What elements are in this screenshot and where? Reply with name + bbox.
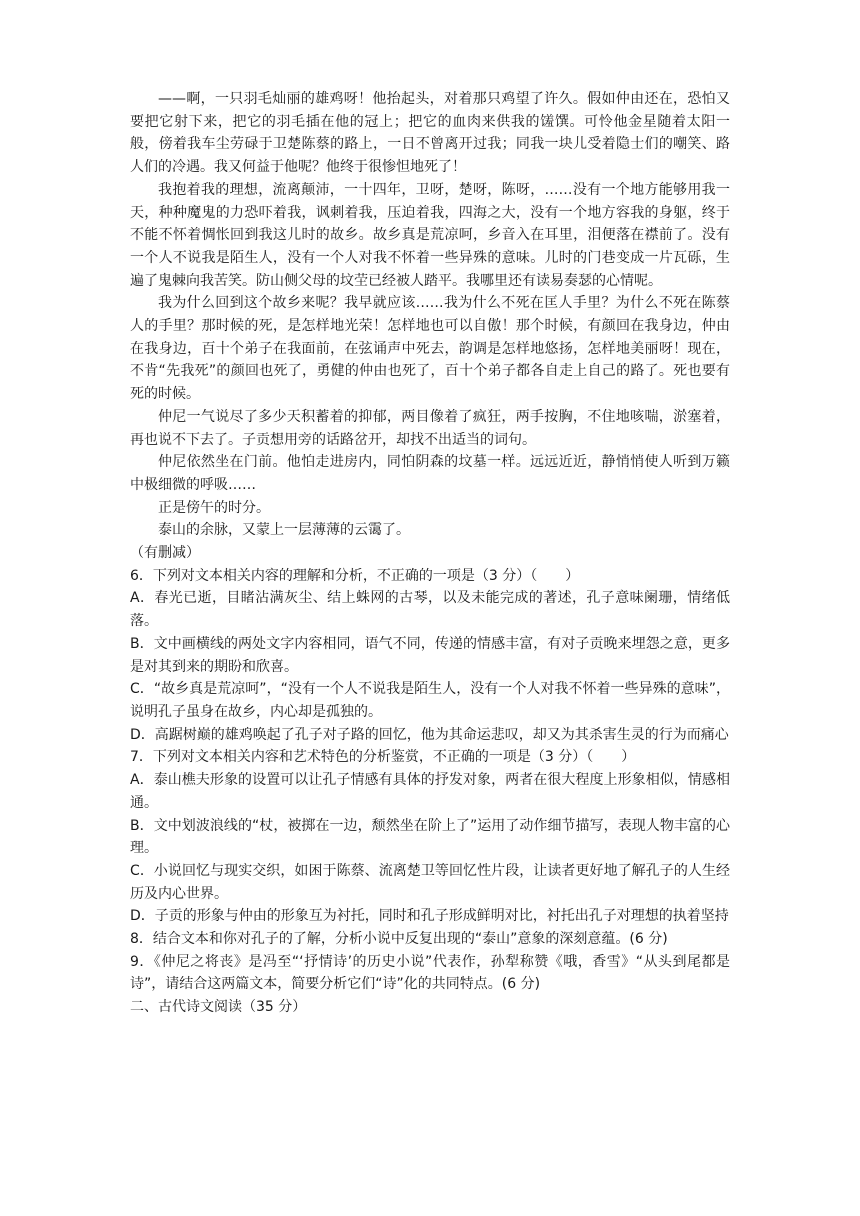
question-7-option-a: A．泰山樵夫形象的设置可以让孔子情感有具体的抒发对象，两者在很大程度上形象相似，情感相通。 — [130, 772, 730, 811]
passage-paragraph-5: 仲尼依然坐在门前。他怕走进房内，同怕阴森的坟墓一样。远远近近，静悄悄使人听到万籁中极细微的呼吸…… — [130, 454, 730, 493]
passage-paragraph-6: 正是傍午的时分。 — [158, 499, 270, 516]
question-6-option-c: C．“故乡真是荒凉呵”，“没有一个人不说我是陌生人，没有一个人对我不怀着一些异殊的意味”，说明孔子虽身在故乡，内心却是孤独的。 — [130, 681, 730, 720]
passage-paragraph-3: 我为什么回到这个故乡来呢？我早就应该……我为什么不死在匡人手里？为什么不死在陈蔡人的手里？那时候的死，是怎样地光荣！怎样地也可以自傲！那个时候，有颜回在我身边，仲由在我身边，百十个弟子在我面前，在弦诵声中死去，韵调是怎样地悠扬，怎样地美丽呀！现在，不肯“先我死”的颜回也死了，勇健的仲由也死了，百十个弟子都各自走上自己的路了。死也要有死的时候。 — [130, 295, 730, 403]
document-page — [130, 88, 730, 1019]
abridged-note: （有删减） — [130, 545, 200, 562]
section-2-heading: 二、古代诗文阅读（35 分） — [130, 999, 307, 1016]
passage-paragraph-4: 仲尼一气说尽了多少天积蓄着的抑郁，两目像着了疯狂，两手按胸，不住地咳喘，淤塞着，再也说不下去了。子贡想用旁的话路岔开，却找不出适当的词句。 — [130, 408, 730, 448]
question-6-option-b: B．文中画横线的两处文字内容相同，语气不同，传递的情感丰富，有对子贡晚来埋怨之意，更多是对其到来的期盼和欣喜。 — [130, 635, 730, 675]
passage-paragraph-1: ——啊，一只羽毛灿丽的雄鸡呀！他抬起头，对着那只鸡望了许久。假如仲由还在，恐怕又要把它射下来，把它的羽毛插在他的冠上；把它的血肉来供我的馐馔。可怜他金星随着太阳一般，傍着我车尘劳碌于卫楚陈蔡的路上，一日不曾离开过我；同我一块儿受着隐士们的嘲笑、路人们的冷遇。我又何益于他呢？他终于很惨怛地死了！ — [130, 91, 730, 176]
question-7-option-d: D．子贡的形象与仲由的形象互为衬托，同时和孔子形成鲜明对比，衬托出孔子对理想的执着坚持 — [130, 908, 729, 925]
question-7-option-b: B．文中划波浪线的“杖，被掷在一边，颓然坐在阶上了”运用了动作细节描写，表现人物丰富的心理。 — [130, 817, 730, 857]
question-6-option-d: D．高踞树巅的雄鸡唤起了孔子对子路的回忆，他为其命运悲叹，却又为其杀害生灵的行为而痛心 — [130, 726, 729, 743]
question-7-stem: 7．下列对文本相关内容和艺术特色的分析鉴赏，不正确的一项是（3 分）（ ） — [130, 749, 636, 766]
question-6-stem: 6．下列对文本相关内容的理解和分析，不正确的一项是（3 分）（ ） — [130, 567, 580, 584]
passage-paragraph-7: 泰山的余脉，又蒙上一层薄薄的云霭了。 — [158, 522, 410, 539]
question-8: 8．结合文本和你对孔子的了解，分析小说中反复出现的“泰山”意象的深刻意蕴。(6 分) — [130, 931, 668, 948]
question-7-option-c: C．小说回忆与现实交织，如困于陈蔡、流离楚卫等回忆性片段，让读者更好地了解孔子的人生经历及内心世界。 — [130, 862, 730, 902]
question-9: 9．《仲尼之将丧》是冯至“‘抒情诗’的历史小说”代表作，孙犁称赞《哦，香雪》“从头到尾都是诗”，请结合这两篇文本，简要分析它们“诗”化的共同特点。(6 分) — [130, 953, 730, 993]
question-6-option-a: A．春光已逝，目睹沾满灰尘、结上蛛网的古琴，以及未能完成的著述，孔子意味阑珊，情绪低落。 — [130, 590, 730, 630]
passage-paragraph-2: 我抱着我的理想，流离颠沛，一十四年，卫呀，楚呀，陈呀，……没有一个地方能够用我一天，种种魔鬼的力恐吓着我，讽刺着我，压迫着我，四海之大，没有一个地方容我的身躯，终于不能不怀着惆怅回到我这儿时的故乡。故乡真是荒凉呵，乡音入在耳里，泪便落在襟前了。没有一个人不说我是陌生人，没有一个人对我不怀着一些异殊的意味。儿时的门巷变成一片瓦砾，生遍了鬼棘向我苦笑。防山侧父母的坟茔已经被人踏平。我哪里还有读易奏瑟的心情呢。 — [130, 181, 730, 289]
